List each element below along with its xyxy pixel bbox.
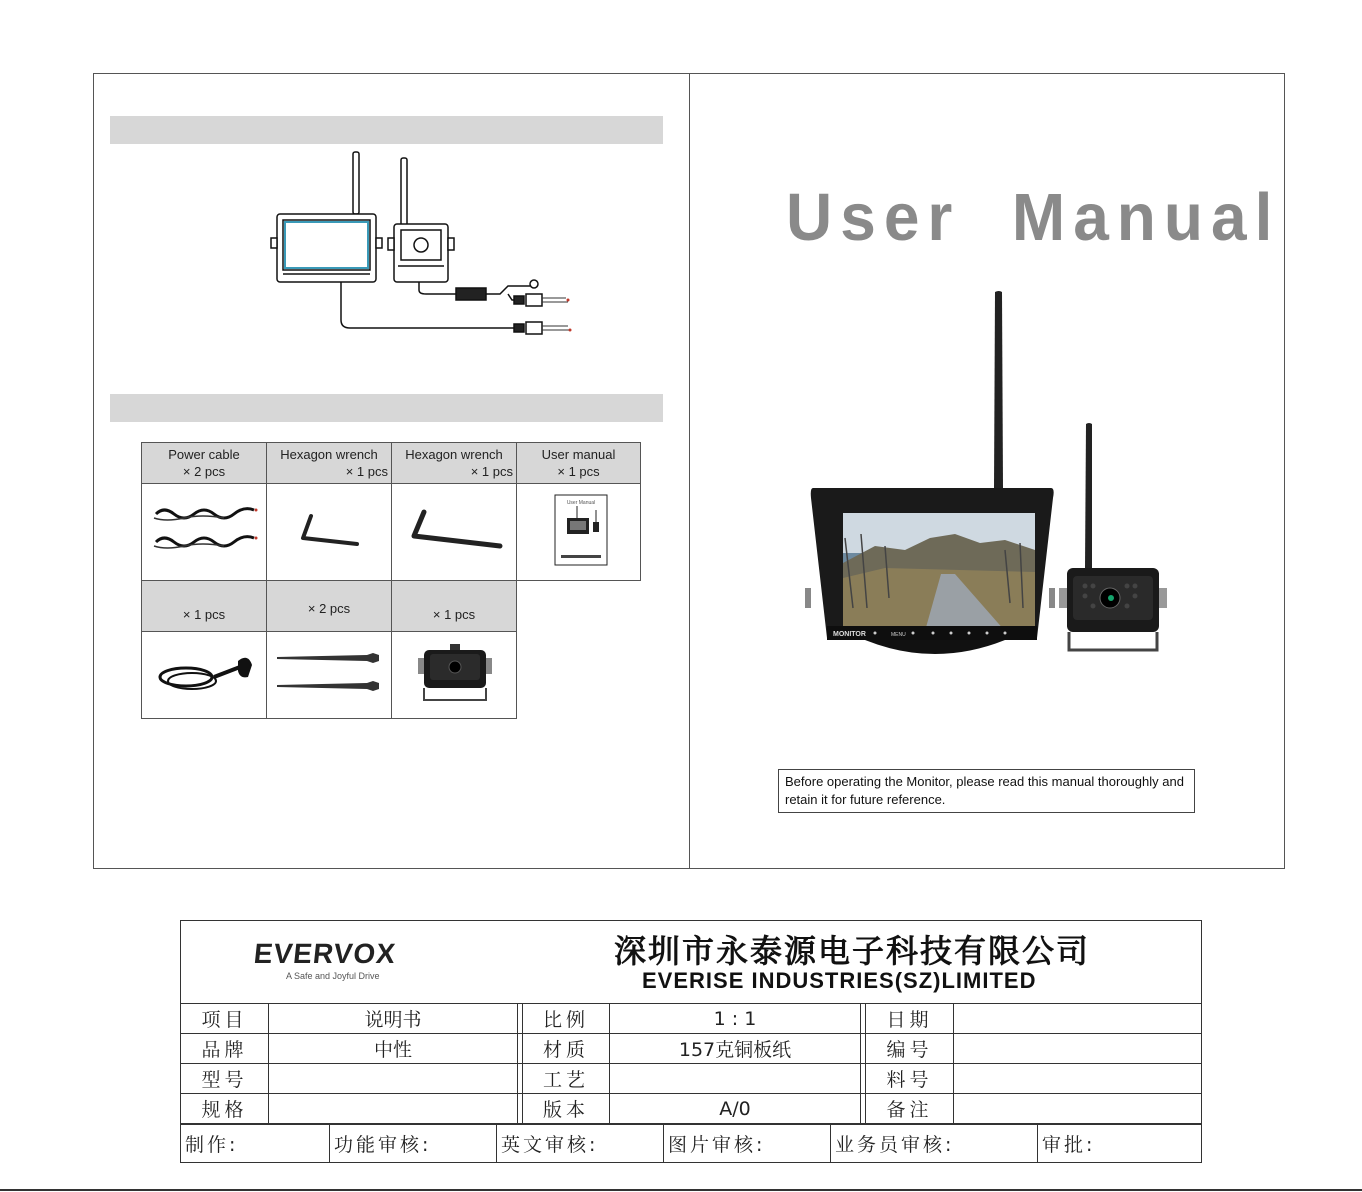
camera-image bbox=[394, 638, 514, 708]
label-number: 编号 bbox=[866, 1034, 954, 1064]
signoff-function-review: 功能审核: bbox=[330, 1125, 497, 1163]
value-spec bbox=[269, 1094, 518, 1124]
label-brand: 品牌 bbox=[181, 1034, 269, 1064]
antennas-image bbox=[269, 643, 389, 703]
signoff-table bbox=[180, 1124, 1202, 1163]
fold-line bbox=[689, 73, 690, 869]
monitor-antenna-photo bbox=[994, 291, 1003, 488]
label-remarks: 备注 bbox=[866, 1094, 954, 1124]
spec-table bbox=[180, 1003, 1202, 1124]
monitor-photo bbox=[805, 488, 1055, 654]
power-cable-image bbox=[144, 500, 264, 560]
acc-image-camera bbox=[392, 632, 517, 719]
label-project: 项目 bbox=[181, 1004, 269, 1034]
value-model bbox=[269, 1064, 518, 1094]
signoff-sales-review: 业务员审核: bbox=[831, 1125, 1038, 1163]
accessories-table bbox=[141, 442, 641, 719]
acc-image-hex-wrench-small bbox=[267, 484, 392, 581]
value-material: 157克铜板纸 bbox=[610, 1034, 861, 1064]
svg-text:User Manual: User Manual bbox=[566, 499, 595, 506]
monitor-antenna bbox=[353, 152, 359, 214]
camera-photo bbox=[1059, 423, 1167, 650]
product-photo bbox=[805, 288, 1175, 668]
logo-tagline: A Safe and Joyful Drive bbox=[286, 971, 380, 981]
spec-row bbox=[181, 1004, 1202, 1034]
system-connection-diagram bbox=[268, 148, 588, 338]
cover-notice: Before operating the Monitor, please read this manual thoroughly and retain it for future reference. bbox=[778, 769, 1195, 813]
acc-header-antennas: × 2 pcs bbox=[267, 581, 392, 632]
acc-image-antennas bbox=[267, 632, 392, 719]
value-remarks bbox=[954, 1094, 1202, 1124]
spec-row bbox=[181, 1034, 1202, 1064]
cover-title: User Manual bbox=[786, 179, 1281, 255]
value-date bbox=[954, 1004, 1202, 1034]
acc-header-user-manual: User manual × 1 pcs bbox=[517, 443, 641, 484]
hex-wrench-large-image bbox=[394, 500, 514, 560]
company-name-cn: 深圳市永泰源电子科技有限公司 bbox=[614, 932, 1091, 970]
acc-image-wire-antenna bbox=[142, 632, 267, 719]
user-manual-image bbox=[519, 490, 639, 570]
value-part-number bbox=[954, 1064, 1202, 1094]
signoff-english-review: 英文审核: bbox=[497, 1125, 664, 1163]
acc-image-power-cable bbox=[142, 484, 267, 581]
value-version: A/0 bbox=[610, 1094, 861, 1124]
value-brand: 中性 bbox=[269, 1034, 518, 1064]
label-part-number: 料号 bbox=[866, 1064, 954, 1094]
acc-header-wire-antenna: × 1 pcs bbox=[142, 581, 267, 632]
label-process: 工艺 bbox=[523, 1064, 610, 1094]
section-header-bar-2 bbox=[110, 394, 663, 422]
label-model: 型号 bbox=[181, 1064, 269, 1094]
acc-image-hex-wrench-large bbox=[392, 484, 517, 581]
spec-row bbox=[181, 1094, 1202, 1124]
spec-row bbox=[181, 1064, 1202, 1094]
wire-antenna-image bbox=[144, 643, 264, 703]
acc-image-user-manual bbox=[517, 484, 641, 581]
label-version: 版本 bbox=[523, 1094, 610, 1124]
hex-wrench-small-image bbox=[269, 500, 389, 560]
label-spec: 规格 bbox=[181, 1094, 269, 1124]
value-project: 说明书 bbox=[269, 1004, 518, 1034]
acc-header-hex-wrench-small: Hexagon wrench × 1 pcs bbox=[267, 443, 392, 484]
value-process bbox=[610, 1064, 861, 1094]
value-number bbox=[954, 1034, 1202, 1064]
signoff-maker: 制作: bbox=[181, 1125, 330, 1163]
value-scale: 1 : 1 bbox=[610, 1004, 861, 1034]
company-name-en: EVERISE INDUSTRIES(SZ)LIMITED bbox=[642, 968, 1037, 993]
camera-antenna bbox=[401, 158, 407, 230]
acc-header-camera: × 1 pcs bbox=[392, 581, 517, 632]
acc-header-power-cable: Power cable × 2 pcs bbox=[142, 443, 267, 484]
svg-text:MONITOR: MONITOR bbox=[833, 631, 866, 638]
label-scale: 比例 bbox=[523, 1004, 610, 1034]
svg-text:MENU: MENU bbox=[891, 632, 906, 638]
section-header-bar-1 bbox=[110, 116, 663, 144]
signoff-image-review: 图片审核: bbox=[664, 1125, 831, 1163]
label-date: 日期 bbox=[866, 1004, 954, 1034]
evervox-logo: EVERVOX bbox=[252, 938, 398, 969]
signoff-approval: 审批: bbox=[1038, 1125, 1202, 1163]
label-material: 材质 bbox=[523, 1034, 610, 1064]
acc-header-hex-wrench-large: Hexagon wrench × 1 pcs bbox=[392, 443, 517, 484]
bottom-rule bbox=[0, 1189, 1362, 1191]
